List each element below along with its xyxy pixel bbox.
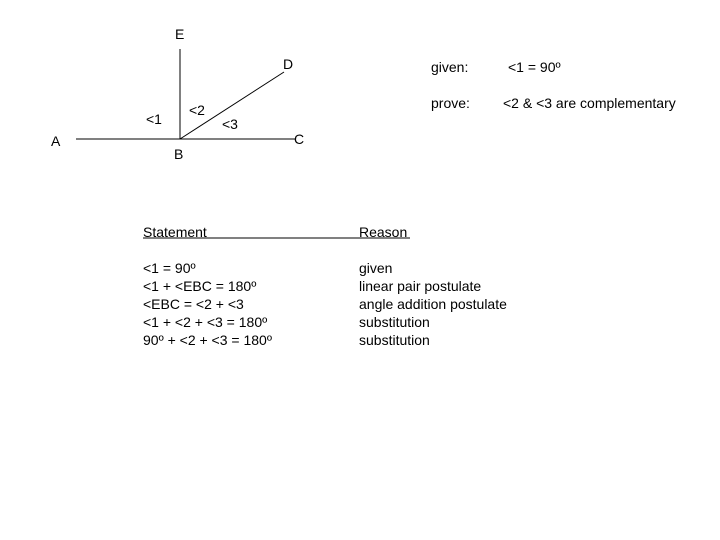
angle-label-1: <1 <box>146 111 162 127</box>
statement-row: <1 + <EBC = 180º <box>143 278 257 294</box>
point-label-e: E <box>175 26 185 42</box>
statements-column <box>143 259 272 349</box>
statement-row: 90º + <2 + <3 = 180º <box>143 332 272 348</box>
point-label-b: B <box>174 146 184 162</box>
reason-header: Reason <box>359 224 408 240</box>
statement-row: <1 + <2 + <3 = 180º <box>143 314 268 330</box>
statement-header: Statement <box>143 224 207 240</box>
point-label-c: C <box>294 131 305 147</box>
statement-row: <EBC = <2 + <3 <box>143 296 244 312</box>
point-label-a: A <box>51 133 61 149</box>
reason-row: given <box>359 260 393 276</box>
reason-row: angle addition postulate <box>359 296 507 312</box>
angle-label-3: <3 <box>222 116 238 132</box>
reason-row: substitution <box>359 314 430 330</box>
reason-row: linear pair postulate <box>359 278 482 294</box>
given-label: given: <box>431 59 469 75</box>
reason-row: substitution <box>359 332 430 348</box>
prove-label: prove: <box>431 95 470 111</box>
reasons-column <box>359 259 507 349</box>
angle-label-2: <2 <box>189 102 205 118</box>
point-label-d: D <box>283 56 294 72</box>
given-value: <1 = 90º <box>508 59 561 75</box>
prove-value: <2 & <3 are complementary <box>503 95 676 111</box>
statement-row: <1 = 90º <box>143 260 196 276</box>
